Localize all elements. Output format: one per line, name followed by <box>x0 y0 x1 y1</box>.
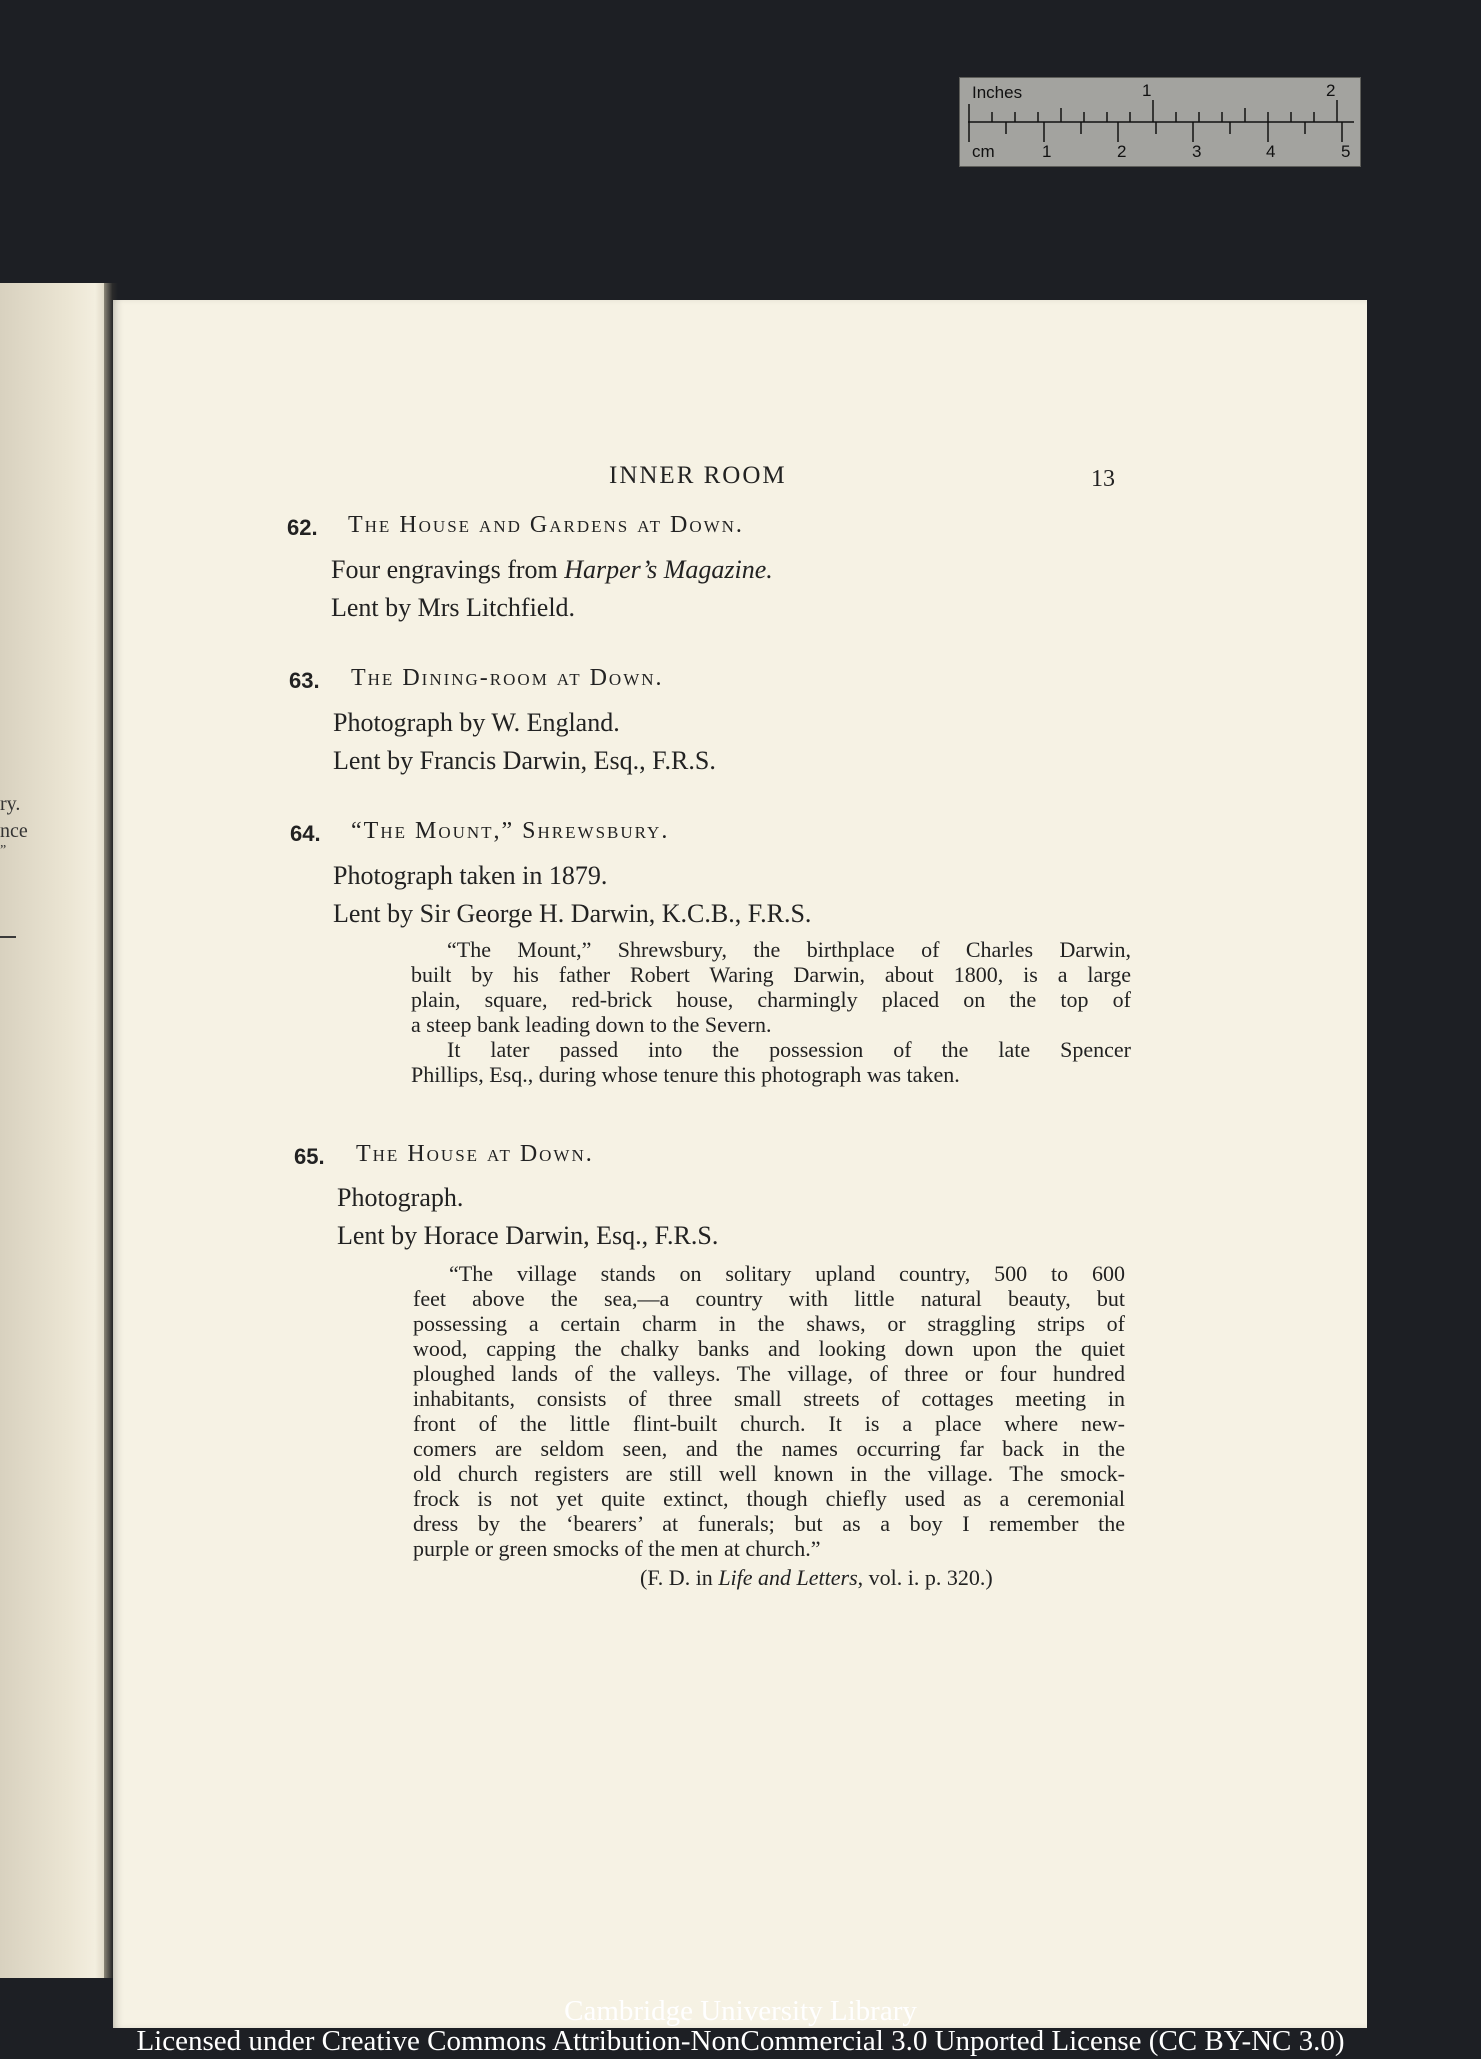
note-line: dress by the ‘bearers’ at funerals; but as a boy I remember the <box>413 1511 1125 1536</box>
ruler-inch-mark: 1 <box>1142 81 1152 100</box>
entry-line: Four engravings from Harper’s Magazine. <box>331 555 773 584</box>
note-line: built by his father Robert Waring Darwin, about 1800, is a large <box>411 962 1131 987</box>
scale-ruler <box>959 77 1361 167</box>
ruler-cm-mark: 3 <box>1192 142 1202 161</box>
entry-number: 64. <box>290 821 321 846</box>
entry-number: 63. <box>289 668 320 693</box>
note-line: plain, square, red-brick house, charmingly placed on the top of <box>411 987 1131 1012</box>
note-line: front of the little flint-built church. It is a place where new- <box>413 1411 1125 1436</box>
entry-note <box>413 1261 1125 1561</box>
note-line: comers are seldom seen, and the names occurring far back in the <box>413 1436 1125 1461</box>
ruler-cm-mark: 5 <box>1341 142 1351 161</box>
entry-line: Lent by Mrs Litchfield. <box>331 593 576 622</box>
note-line: Phillips, Esq., during whose tenure this photograph was taken. <box>411 1062 960 1087</box>
note-line: “The Mount,” Shrewsbury, the birthplace of Charles Darwin, <box>447 937 1131 962</box>
note-line: possessing a certain charm in the shaws, or straggling strips of <box>413 1311 1125 1336</box>
note-line: wood, capping the chalky banks and looking down upon the quiet <box>413 1336 1125 1361</box>
note-line: feet above the sea,—a country with little natural beauty, but <box>413 1286 1125 1311</box>
note-line: frock is not yet quite extinct, though chiefly used as a ceremonial <box>413 1486 1125 1511</box>
entry-line: Lent by Sir George H. Darwin, K.C.B., F.R.S. <box>333 899 812 928</box>
entry-title: The House and Gardens at Down. <box>348 512 744 538</box>
text-fragment: ry. <box>0 793 21 815</box>
entry-line: Photograph taken in 1879. <box>333 861 608 890</box>
ruler-cm-mark: 2 <box>1117 142 1127 161</box>
entry-line: Photograph. <box>337 1183 464 1212</box>
divider <box>0 936 16 938</box>
note-line: ploughed lands of the valleys. The village, of three or four hundred <box>413 1361 1125 1386</box>
ruler-inches-label: Inches <box>972 83 1023 102</box>
entry-note <box>411 937 1131 1087</box>
footer-institution: Cambridge University Library <box>564 1995 917 2027</box>
note-line: “The village stands on solitary upland country, 500 to 600 <box>449 1261 1125 1286</box>
note-line: old church registers are still well known in the village. The smock- <box>413 1461 1125 1486</box>
text-fragment: ” <box>0 843 7 858</box>
entry-number: 65. <box>294 1144 325 1169</box>
entry-number: 62. <box>287 515 318 540</box>
ruler-ticks <box>960 78 1362 168</box>
note-line: It later passed into the possession of the late Spencer <box>447 1037 1131 1062</box>
entry-title: The Dining-room at Down. <box>351 665 664 691</box>
note-line: inhabitants, consists of three small streets of cottages meeting in <box>413 1386 1125 1411</box>
entry-title: “The Mount,” Shrewsbury. <box>351 818 670 844</box>
footer-license: Licensed under Creative Commons Attribution-NonCommercial 3.0 Unported License (CC BY-NC 3.0) <box>136 2025 1345 2057</box>
ruler-inch-mark: 2 <box>1326 81 1336 100</box>
page-number: 13 <box>1091 466 1115 492</box>
ruler-cm-mark: 1 <box>1042 142 1052 161</box>
page-header: INNER ROOM <box>609 462 787 489</box>
entry-line: Photograph by W. England. <box>333 708 620 737</box>
entry-title: The House at Down. <box>356 1141 594 1167</box>
note-line: a steep bank leading down to the Severn. <box>411 1012 772 1037</box>
entry-line: Lent by Francis Darwin, Esq., F.R.S. <box>333 746 716 775</box>
text-fragment: nce <box>0 820 28 842</box>
note-line: purple or green smocks of the men at church.” <box>413 1536 821 1561</box>
ruler-cm-mark: 4 <box>1266 142 1276 161</box>
ruler-cm-label: cm <box>972 142 995 161</box>
previous-page-edge <box>0 283 112 1978</box>
citation: (F. D. in Life and Letters, vol. i. p. 320.) <box>640 1565 993 1590</box>
entry-line: Lent by Horace Darwin, Esq., F.R.S. <box>337 1221 719 1250</box>
